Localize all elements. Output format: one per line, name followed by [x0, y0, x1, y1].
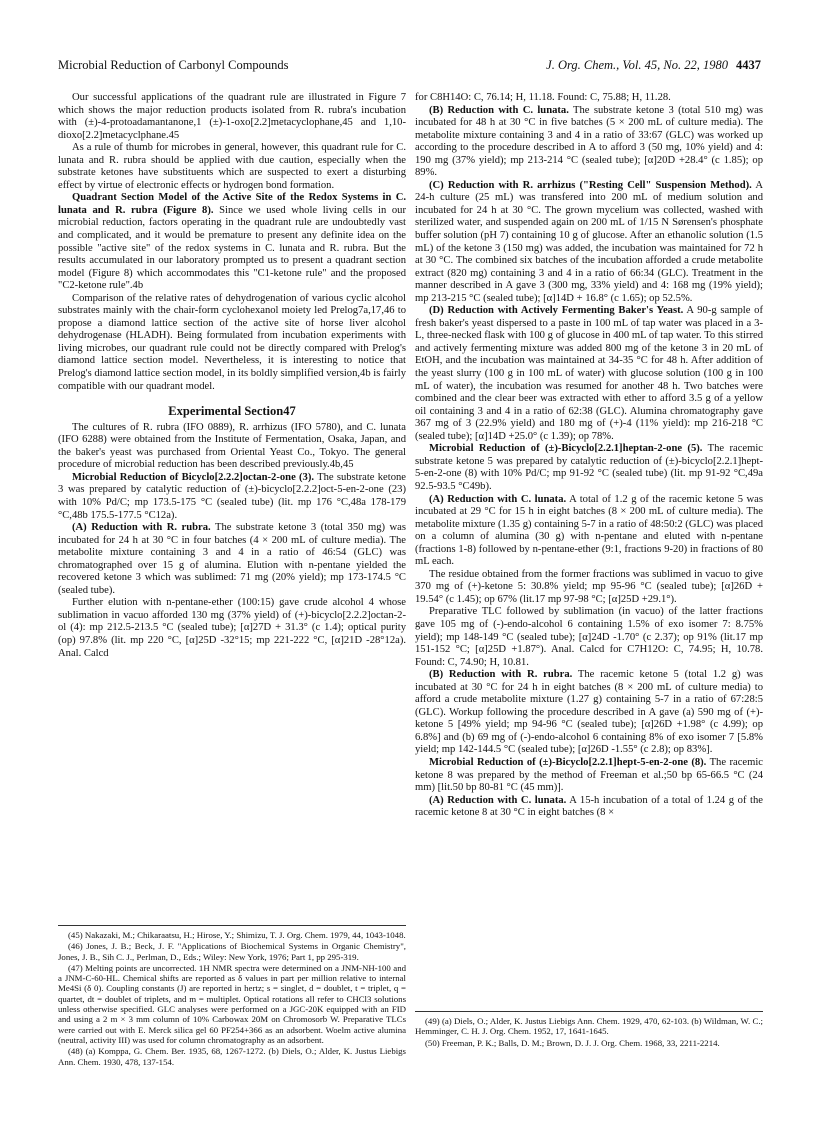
paragraph-text: Since we used whole living cells in our microbial reduction, factors operating in the quadrant rule are undoubtedly vast and complicated, and it would be premature to present any definite idea on the possible "active site" of the redox systems in C. lunata and R. rubra. But the results accumulated in our laboratory prompted us to present a quadrant section model (Figure 8) which accommodates this "C1-ketone rule" and the proposed "C2-ketone rule".4b — [58, 204, 406, 292]
paragraph-text: for C8H14O: C, 76.14; H, 11.18. Found: C, 75.88; H, 11.28. — [415, 92, 671, 103]
paragraph — [415, 494, 763, 569]
paragraph — [415, 180, 763, 305]
paragraph-text: Our successful applications of the quadrant rule are illustrated in Figure 7 which shows the major reduction products isolated from R. rubra's incubation with (±)-4-protoadamantanone,1 (±)-1-oxo[2.2]metacyclophane,45 and 1,10-dioxo[2.2]metacyclphane.45 — [58, 92, 406, 141]
footnote: (47) Melting points are uncorrected. 1H NMR spectra were determined on a JNM-NH-100 and a JNM-C-60-HL. Chemical shifts are reported as δ values in part per million relative to internal Me4Si (δ 0). Coupling constants (J) are reported in hertz; s = singlet, d = doublet, t = triplet, q = quartet, dt = doublet of triplets, and m = multiplet. Optical rotations all refer to CHCl3 solutions unless otherwise specified. GLC analyses were performed on a JGC-20K equipped with an FID and using a 2 m × 3 mm column of 10% Carbowax 20M on Chromosorb W. Preparative TLCs were carried out with E. Merck silica gel 60 PF254+366 as an adsorbent. Woelm active alumina (neutral, activity III) was used for column chromatography as an adsorbent. — [58, 962, 406, 1045]
paragraph-text: Preparative TLC followed by sublimation (in vacuo) of the latter fractions gave 105 mg of (-)-endo-alcohol 6 containing 1.5% of exo isomer 7: 8.75% yield); mp 148-149 °C (sealed tube); [α]24D -1.70° (c 2.37); op 91% (lit.17 mp 151-152 °C; [α]25D +1.87°). Anal. Calcd for C7H12O: C, 74.95; H, 10.78. Found: C, 74.90; H, 10.81. — [415, 606, 763, 668]
paragraph-lead: (A) Reduction with C. lunata. — [429, 794, 567, 806]
journal-name: J. Org. Chem., Vol. 45, No. 22, 1980 — [546, 58, 728, 72]
paragraph-text: The cultures of R. rubra (IFO 0889), R. arrhizus (IFO 5780), and C. lunata (IFO 6288) were obtained from the Institute of Fermentation, Osaka, Japan, and the baker's yeast was purchased from Oriental Yeast Co., Tokyo. The general procedure of microbial reduction has been described previously.4b,45 — [58, 421, 406, 471]
left-footnotes — [58, 925, 406, 1068]
paragraph — [415, 795, 763, 820]
footnote-rule — [415, 1011, 763, 1012]
paragraph — [58, 192, 406, 292]
paragraph-text: Comparison of the relative rates of dehydrogenation of various cyclic alcohol substrates mainly with the chair-form cyclohexanol moiety led Prelog7a,17,46 to propose a diamond lattice section of the active site of horse liver alcohol dehydrogenase (HLADH). Being formulated from incubation experiments with living microbes, our quadrant rule could not be directly compared with Prelog's diamond lattice section model. Nevertheless, it is interesting to notice that Prelog's diamond lattice section model, in its boldly simplified version,4b is fairly compatible with our quadrant model. — [58, 292, 406, 392]
paragraph-lead: (B) Reduction with C. lunata. — [429, 104, 569, 116]
left-column — [58, 92, 406, 660]
paragraph — [415, 757, 763, 795]
paragraph-lead: Microbial Reduction of (±)-Bicyclo[2.2.1]heptan-2-one (5). — [429, 443, 703, 455]
paragraph-lead: (A) Reduction with R. rubra. — [72, 522, 211, 534]
paragraph — [415, 105, 763, 180]
paragraph — [58, 293, 406, 393]
paragraph — [415, 569, 763, 607]
footnote: (46) Jones, J. B.; Beck, J. F. "Applications of Biochemical Systems in Organic Chemistry", Jones, J. B., Sih C. J., Perlman, D., Eds.; Wiley: New York, 1976; Part 1, pp 295-319. — [58, 941, 406, 962]
section-heading: Experimental Section47 — [168, 404, 296, 419]
paragraph-text: The residue obtained from the former fractions was sublimed in vacuo to give 370 mg of (+)-ketone 5: 30.8% yield; mp 95-96 °C (sealed tube); [α]26D + 19.54° (c 1.45); op 67% (lit.17 mp 97-98 °C; [α]25D +29.1°). — [415, 568, 763, 605]
paragraph-text: The substrate ketone 3 (total 510 mg) was incubated for 48 h at 30 °C in five batches (5 × 200 mL of culture media). The metabolite mixture containing 3 and 4 in a ratio of 33:67 (GLC) was worked up according to the procedure described in A to afford 3 (50 mg, 10% yield) and 4: 190 mg (37% yield); mp 213-214 °C (sealed tube); [α]20D +28.4° (c 1.85); op 89%. — [415, 104, 763, 179]
paragraph-lead: Microbial Reduction of Bicyclo[2.2.2]octan-2-one (3). — [72, 471, 315, 483]
paragraph — [58, 522, 406, 597]
paragraph-text: The racemic ketone 5 (total 1.2 g) was incubated at 30 °C for 24 h in eight batches (8 × 200 mL of culture media) to afford a crude metabolite mixture (1.27 g) containing 5-7 in a ratio of 67:28:5 (GLC). Workup following the procedure described in A gave (a) 590 mg of (+)-ketone 5 [49% yield; mp 94-96 °C (sealed tube); [α]26D +1.98° (c 4.99); op 6.8%] and (b) 69 mg of (-)-endo-alcohol 6 containing 8% of exo isomer 7 [5.8% yield; mp 142-144.5 °C (sealed tube); [α]26D -1.55° (c 2.8); op 83%]. — [415, 669, 763, 756]
page-number: 4437 — [736, 58, 761, 72]
paragraph — [415, 305, 763, 443]
paragraph-lead: Microbial Reduction of (±)-Bicyclo[2.2.1]hept-5-en-2-one (8). — [429, 756, 707, 768]
paragraph — [58, 422, 406, 472]
right-column — [415, 92, 763, 820]
paragraph-text: A 15-h incubation of a total of 1.24 g of the racemic ketone 8 at 30 °C in eight batches (8 × — [415, 794, 763, 819]
paragraph-lead: (A) Reduction with C. lunata. — [429, 493, 567, 505]
paragraph — [415, 669, 763, 757]
paragraph — [415, 443, 763, 493]
paragraph-text: The racemic ketone 8 was prepared by the method of Freeman et al.;50 bp 65-66.5 °C (24 mm) [lit.50 bp 80-81 °C (45 mm)]. — [415, 756, 763, 794]
footnote: (48) (a) Komppa, G. Chem. Ber. 1935, 68, 1267-1272. (b) Diels, O.; Alder, K. Justus Liebigs Ann. Chem. 1930, 478, 137-154. — [58, 1046, 406, 1067]
paragraph-lead: Quadrant Section Model of the Active Site of the Redox Systems in C. lunata and R. rubra (Figure 8). — [58, 192, 406, 216]
paragraph-text: The racemic substrate ketone 5 was prepared by catalytic reduction of (±)-bicyclo[2.2.1]hept-5-en-2-one (8) with 10% Pd/C; mp 91-92 °C (sealed tube) (lit. mp 91-92 °C,49a 92.5-93.5 °C49b). — [415, 443, 763, 492]
paragraph — [58, 92, 406, 142]
paragraph-lead: (D) Reduction with Actively Fermenting Baker's Yeast. — [429, 305, 684, 317]
paragraph-text: As a rule of thumb for microbes in general, however, this quadrant rule for C. lunata and R. rubra should be applied with due caution, especially when the substrate ketones have substituents which are suspected to exert a disturbing effect by virtue of electronic effects or hydrogen bond formation. — [58, 142, 406, 191]
paragraph-text: A 24-h culture (25 mL) was transfered into 200 mL of medium solution and incubated for 24 h at 30 °C. The grown mycelium was collected, washed with sterilized water, and suspended again on 200 mL of 1/15 N Sørensen's phosphate buffer solution (pH 7) containing 10 g of glucose. After an ethanolic solution (1.5 mL) of the ketone 3 (150 mg) was added, the incubation was maintained for 72 h at 30 °C. The combined six batches of the incubation afforded a crude metabolite extract (820 mg) containing 3 and 4 in a ratio of 66:34 (GLC). Treatment in the manner described in A gave 3 (300 mg, 33% yield) and 4: 168 mg (19% yield); mp 213-215 °C (sealed tube); [α]14D + 16.8° (c 1.65); op 52.5%. — [415, 179, 763, 304]
paragraph-text: Further elution with n-pentane-ether (100:15) gave crude alcohol 4 whose sublimation in vacuo afforded 130 mg (37% yield) of (+)-bicyclo[2.2.2]octan-2-ol (4): mp 212.5-213.5 °C (sealed tube); [α]27D + 31.3° (c 1.4); optical purity (op) 97.8% (lit. mp 220 °C, [α]25D -32°15; mp 221-222 °C, [α]21D -28°12a). Anal. Calcd — [58, 597, 406, 659]
running-header — [58, 58, 761, 76]
paragraph — [58, 597, 406, 660]
paragraph-text: The substrate ketone 3 was prepared by catalytic reduction of (±)-bicyclo[2.2.2]oct-5-en-2-one (23) with 10% Pd/C; mp 173.5-175 °C (sealed tube) (lit. mp 176 °C,48a 178-179 °C,48b 175.5-177.5 °C12a). — [58, 471, 406, 521]
right-footnotes — [415, 1011, 763, 1049]
footnote: (45) Nakazaki, M.; Chikaraatsu, H.; Hirose, Y.; Shimizu, T. J. Org. Chem. 1979, 44, 1043-1048. — [68, 930, 406, 940]
footnote-rule — [58, 925, 406, 926]
footnote: (49) (a) Diels, O.; Alder, K. Justus Liebigs Ann. Chem. 1929, 470, 62-103. (b) Wildman, W. C.; Hemminger, C. H. J. Org. Chem. 1952, 17, 1641-1645. — [415, 1016, 763, 1037]
running-title: Microbial Reduction of Carbonyl Compounds — [58, 58, 289, 72]
paragraph-lead: (B) Reduction with R. rubra. — [429, 669, 573, 681]
paragraph-text: The substrate ketone 3 (total 350 mg) was incubated for 24 h at 30 °C in four batches (4 × 200 mL of culture media). The metabolite mixture containing 3 and 4 in a ratio of 46:54 (GLC) was chromatographed over 15 g of alumina. Elution with n-pentane yielded the recovered ketone 3 which was sublimed: 71 mg (20% yield); mp 173-174.5 °C (sealed tube). — [58, 522, 406, 596]
paragraph — [58, 142, 406, 192]
paragraph-lead: (C) Reduction with R. arrhizus ("Resting Cell" Suspension Method). — [429, 179, 752, 191]
journal-citation — [546, 58, 761, 73]
footnote: (50) Freeman, P. K.; Balls, D. M.; Brown, D. J. J. Org. Chem. 1968, 33, 2211-2214. — [425, 1037, 720, 1048]
paragraph — [415, 606, 763, 669]
paragraph — [58, 472, 406, 522]
paragraph-text: A 90-g sample of fresh baker's yeast dispersed to a paste in 100 mL of tap water was placed in a 3-L, three-necked flask with 100 g of glucose in 400 mL of tap water. To this stirred and actively fermenting mixture was added 800 mg of the ketone 3 in 20 mL of EtOH, and the incubation was maintained at 34-35 °C for 48 h. After addition of the yeast slurry (100 g in 100 mL of water) with glucose solution (100 g in 100 mL of water), the incubation was resumed for another 48 h. Two batches were combined and the clear beer was extracted with ether to afford 3.5 g of a yellow oil containing 3 and 4 in a ratio of 62:38 (GLC). Alumina chromatography gave 367 mg of 3 (22.9% yield) and 180 mg of (+)-4 (11% yield): mp 216-218 °C (sealed tube); [α]14D +25.0° (c 1.39); op 78%. — [415, 305, 763, 442]
paragraph — [415, 92, 763, 105]
paragraph-text: A total of 1.2 g of the racemic ketone 5 was incubated at 29 °C for 15 h in eight batches (8 × 200 mL of culture media). The metabolite mixture (1.35 g) containing 5-7 in a ratio of 48:50:2 (GLC) was placed on a column of alumina (30 g) with n-pentane and eluted with n-pentane (fractions 1-8) followed by n-pentane-ether (9:1, fractions 9-20) in fractions of 80 mL each. — [415, 493, 763, 568]
